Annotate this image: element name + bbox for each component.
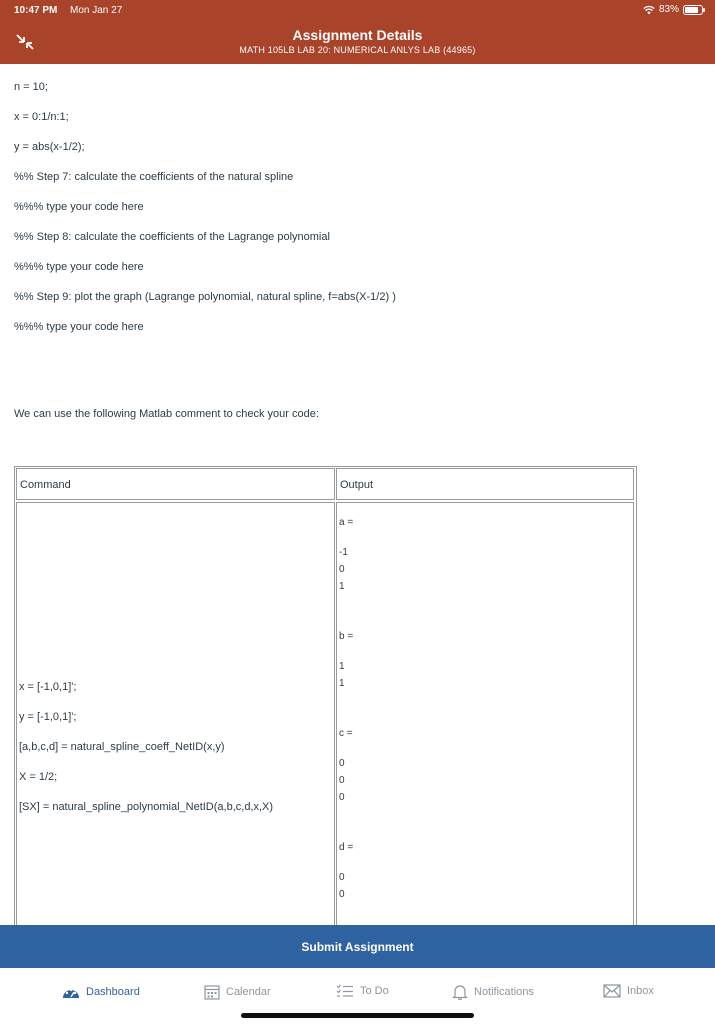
app-header	[0, 0, 715, 64]
output-line: a =	[339, 517, 354, 528]
output-line: 1	[339, 581, 345, 592]
command-line: X = 1/2;	[19, 771, 58, 783]
tab-todo[interactable]	[336, 984, 389, 998]
code-line: x = 0:1/n:1;	[14, 111, 69, 123]
course-subtitle: MATH 105LB LAB 20: NUMERICAL ANLYS LAB (44965)	[239, 45, 476, 55]
code-line: y = abs(x-1/2);	[14, 141, 85, 153]
output-line: 1	[339, 678, 345, 689]
tab-dashboard[interactable]	[62, 984, 140, 1000]
output-line: 0	[339, 564, 345, 575]
table-header-output: Output	[336, 468, 634, 500]
command-line: x = [-1,0,1]';	[19, 681, 77, 693]
battery-percent: 83%	[658, 4, 679, 15]
tab-label: Inbox	[627, 985, 654, 997]
output-line: 0	[339, 889, 345, 900]
page-title: Assignment Details	[292, 27, 423, 43]
todo-icon	[336, 984, 354, 998]
home-indicator	[241, 1013, 474, 1018]
calendar-icon	[204, 984, 220, 1000]
tab-calendar[interactable]	[204, 984, 271, 1000]
output-line: 0	[339, 872, 345, 883]
status-time: 10:47 PM	[14, 5, 58, 16]
dashboard-icon	[62, 984, 80, 1000]
output-line: 0	[339, 792, 345, 803]
status-date: Mon Jan 27	[70, 5, 123, 16]
code-line: %%% type your code here	[14, 321, 144, 333]
output-line: 0	[339, 758, 345, 769]
tab-label: Dashboard	[86, 986, 140, 998]
code-line: %% Step 9: plot the graph (Lagrange polynomial, natural spline, f=abs(X-1/2) )	[14, 291, 396, 303]
output-line: -1	[339, 547, 348, 558]
bell-icon	[452, 984, 468, 1000]
tab-notifications[interactable]	[452, 984, 534, 1000]
code-line: %%% type your code here	[14, 201, 144, 213]
submit-assignment-button[interactable]: Submit Assignment	[0, 925, 715, 968]
command-line: y = [-1,0,1]';	[19, 711, 77, 723]
output-line: b =	[339, 631, 354, 642]
command-line: [a,b,c,d] = natural_spline_coeff_NetID(x,y)	[19, 741, 225, 753]
code-line: %% Step 8: calculate the coefficients of the Lagrange polynomial	[14, 231, 330, 243]
battery-icon	[683, 5, 703, 15]
output-line: 1	[339, 661, 345, 672]
command-line: [SX] = natural_spline_polynomial_NetID(a,b,c,d,x,X)	[19, 801, 274, 813]
tab-inbox[interactable]	[603, 984, 654, 998]
output-line: d =	[339, 842, 354, 853]
assignment-code-block	[14, 80, 704, 350]
code-line: %%% type your code here	[14, 261, 144, 273]
command-cell	[16, 502, 335, 936]
wifi-icon	[643, 5, 655, 15]
output-line: 0	[339, 775, 345, 786]
command-output-table	[14, 466, 637, 936]
header-title-group	[0, 27, 715, 55]
tab-label: Notifications	[474, 986, 534, 998]
tab-label: To Do	[360, 985, 389, 997]
code-line: n = 10;	[14, 81, 48, 93]
code-line: %% Step 7: calculate the coefficients of the natural spline	[14, 171, 294, 183]
table-header-command: Command	[16, 468, 335, 500]
output-line: c =	[339, 728, 353, 739]
tab-label: Calendar	[226, 986, 271, 998]
output-cell	[336, 502, 634, 936]
check-instructions: We can use the following Matlab comment to check your code:	[14, 408, 319, 420]
inbox-icon	[603, 984, 621, 998]
status-indicators	[643, 4, 703, 15]
